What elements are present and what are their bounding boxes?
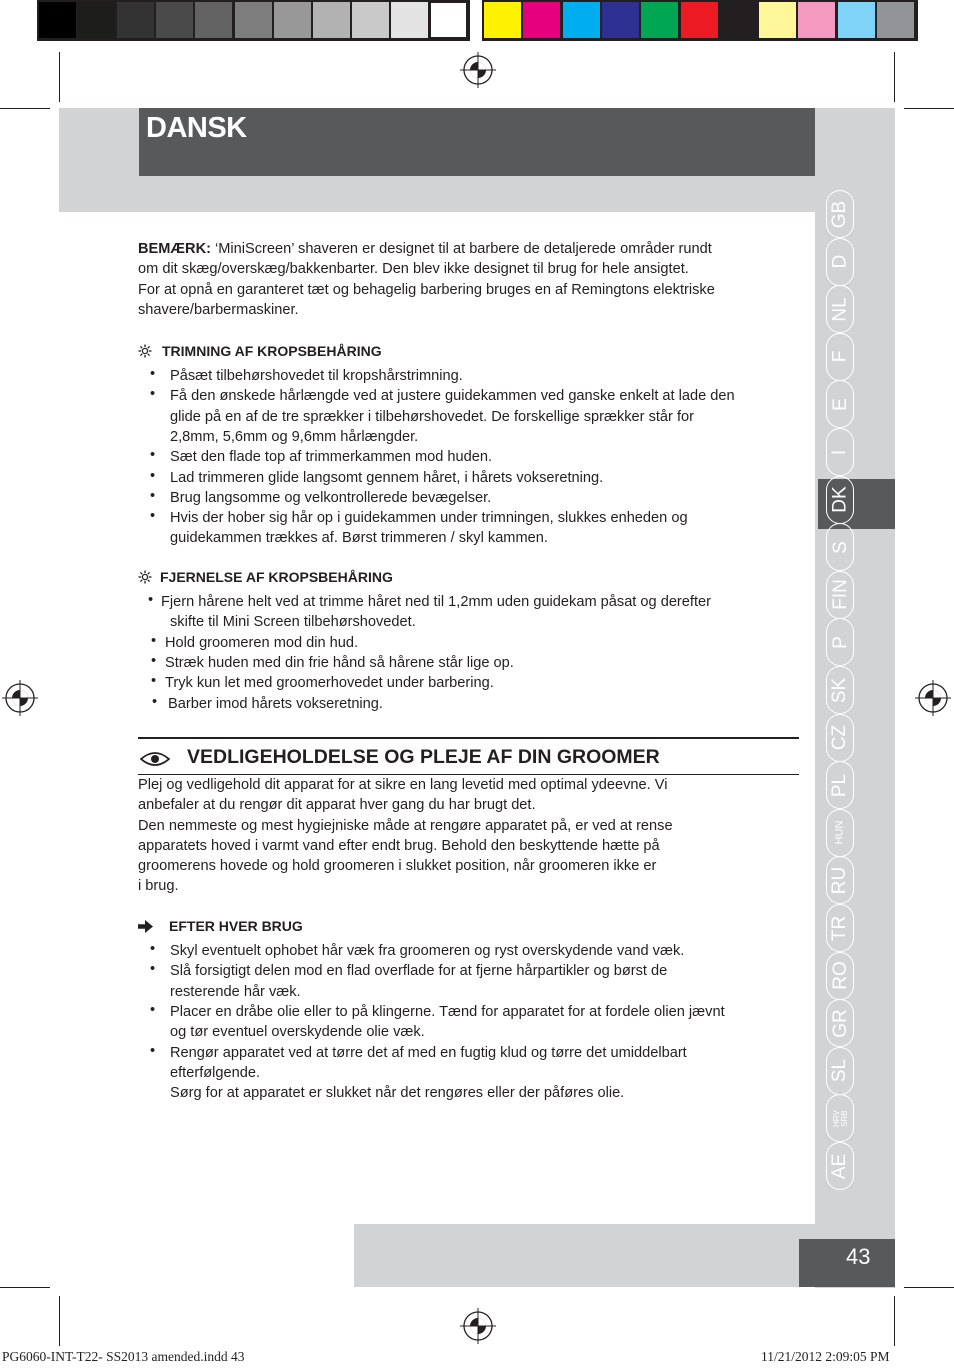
crop-mark [59, 52, 60, 102]
list-item-line: 2,8mm, 5,6mm og 9,6mm hårlængder. [170, 428, 419, 445]
list-item-line: Sørg for at apparatet er slukket når det rengøres eller der påføres olie. [170, 1085, 625, 1102]
bullet-icon: • [150, 961, 156, 978]
language-tab-label: HUN [833, 820, 846, 845]
language-tab-cz[interactable] [826, 714, 854, 762]
language-tab-label: PL [829, 773, 851, 797]
bullet-icon: • [150, 467, 156, 484]
arrow-right-icon [138, 920, 153, 933]
sun-icon [138, 570, 152, 584]
list-item-line: Tryk kun let med groomerhovedet under barbering. [165, 675, 494, 692]
registration-target-icon [460, 1308, 496, 1344]
language-tab-label: S [829, 540, 851, 554]
list-item-line: Stræk huden med din frie hånd så hårene står lige op. [165, 654, 514, 671]
list-item-line: efterfølgende. [170, 1064, 261, 1081]
note-label: BEMÆRK: [138, 241, 211, 257]
bullet-icon: • [151, 673, 157, 690]
language-tab-label: TR [829, 915, 851, 941]
list-item-line: Barber imod hårets vokseretning. [168, 695, 383, 712]
crop-mark [904, 1287, 954, 1288]
list-item-line: Fjern hårene helt ved at trimme håret ned til 1,2mm uden guidekam påsat og derefter [161, 594, 711, 610]
language-tab-label: E [829, 398, 851, 411]
language-tab-label: CZ [829, 724, 851, 751]
crop-mark [0, 108, 50, 109]
color-swatch [681, 2, 718, 38]
language-tab-f[interactable] [826, 333, 854, 381]
note-line: om dit skæg/overskæg/bakkenbarter. Den blev ikke designet til brug for hele ansigtet. [138, 261, 689, 278]
footer-file-info: PG6060-INT-T22- SS2013 amended.indd 43 [2, 1349, 245, 1364]
list-item-line: resterende hår væk. [170, 983, 301, 1000]
color-swatch [117, 2, 154, 38]
language-tab-label: RU [829, 866, 851, 895]
language-tab-ro[interactable] [826, 952, 854, 1000]
list-item-line: skifte til Mini Screen tilbehørshovedet. [170, 614, 416, 631]
maintenance-heading: VEDLIGEHOLDELSE OG PLEJE AF DIN GROOMER [187, 746, 660, 768]
language-tab-label: GR [829, 1008, 851, 1038]
bullet-icon: • [152, 693, 158, 710]
language-tab-label: F [829, 350, 851, 363]
trim-heading: TRIMNING AF KROPSBEHÅRING [162, 343, 382, 359]
bullet-icon: • [150, 941, 156, 957]
language-tab-sk[interactable] [826, 666, 854, 714]
language-tab-label: D [829, 254, 851, 269]
registration-target-icon [460, 52, 496, 88]
bullet-icon: • [150, 1001, 156, 1018]
language-tab-label: HRV SRB [831, 1110, 848, 1127]
color-swatch [759, 2, 796, 38]
list-item-line: Skyl eventuelt ophobet hår væk fra groomeren og ryst overskydende vand væk. [170, 943, 685, 959]
maintenance-line: Plej og vedligehold dit apparat for at sikre en lang levetid med optimal ydeevne. Vi [138, 777, 668, 793]
language-tab-hrv-srb[interactable] [826, 1094, 854, 1142]
language-tab-e[interactable] [826, 380, 854, 428]
page-number: 43 [846, 1244, 871, 1269]
list-item-line: Placer en dråbe olie eller to på klingerne. Tænd for apparatet for at fordele olien jævnt [170, 1003, 725, 1020]
crop-mark [904, 108, 954, 109]
language-tab-ru[interactable] [826, 856, 854, 904]
bullet-icon: • [148, 592, 154, 608]
color-swatch [156, 2, 193, 38]
color-swatch [313, 2, 350, 38]
language-tab-hun[interactable] [826, 809, 854, 857]
list-item-line: guidekammen trækkes af. Børst trimmeren / skyl kammen. [170, 530, 548, 547]
list-item-line: Sæt den flade top af trimmerkammen mod huden. [170, 449, 493, 466]
language-tab-fin[interactable] [826, 571, 854, 619]
maintenance-line: i brug. [138, 878, 179, 895]
note-line: shavere/barbermaskiner. [138, 301, 299, 318]
crop-mark [894, 1296, 895, 1346]
color-swatch [484, 2, 521, 38]
crop-mark [59, 1296, 60, 1346]
language-tab-label: AE [829, 1153, 851, 1179]
page-title: DANSK [146, 112, 247, 144]
language-tab-d[interactable] [826, 238, 854, 286]
eye-icon [140, 751, 170, 767]
bullet-icon: • [150, 1042, 156, 1059]
language-tab-pl[interactable] [826, 761, 854, 809]
bullet-icon: • [150, 386, 156, 403]
note-paragraph [138, 239, 798, 320]
bullet-icon: • [150, 508, 156, 525]
language-tab-label: NL [829, 297, 851, 322]
language-tab-ae[interactable] [826, 1142, 854, 1190]
crop-mark [0, 1287, 50, 1288]
list-item-line: og tør eventuel overskydende olie væk. [170, 1024, 425, 1041]
list-item-line: Slå forsigtigt delen mod en flad overflade for at fjerne hårpartikler og børst de [170, 963, 668, 980]
note-line: For at opnå en garanteret tæt og behagelig barbering bruges en af Remingtons elektriske [138, 281, 715, 298]
language-tab-dk[interactable] [826, 476, 854, 524]
bullet-icon: • [150, 487, 156, 504]
list-item-line: Hold groomeren mod din hud. [165, 634, 359, 651]
color-swatch [720, 2, 757, 38]
color-swatch [798, 2, 835, 38]
registration-target-icon [915, 680, 951, 716]
language-tab-nl[interactable] [826, 285, 854, 333]
crop-mark [894, 52, 895, 102]
maintenance-line: groomerens hovede og hold groomeren i slukket position, når groomeren ikke er [138, 858, 657, 875]
color-swatch [235, 2, 272, 38]
language-tab-gr[interactable] [826, 999, 854, 1047]
language-tab-label: P [829, 636, 851, 649]
language-tab-s[interactable] [826, 523, 854, 571]
maintenance-paragraph [138, 775, 798, 897]
bullet-icon: • [150, 366, 156, 382]
language-tab-label: RO [829, 961, 851, 990]
color-swatch [563, 2, 600, 38]
color-swatch [78, 2, 115, 38]
color-swatch [523, 2, 560, 38]
language-tab-label: GB [829, 200, 851, 228]
color-calibration-bar [37, 0, 918, 42]
sun-icon [138, 344, 152, 358]
color-swatch [430, 2, 467, 38]
bullet-icon: • [150, 447, 156, 464]
maintenance-line: anbefaler at du rengør dit apparat hver gang du har brugt det. [138, 797, 536, 814]
list-item-line: Hvis der hober sig hår op i guidekammen under trimningen, slukkes enheden og [170, 510, 688, 527]
language-tab-label: SK [829, 677, 851, 703]
language-tab-p[interactable] [826, 618, 854, 666]
bullet-icon: • [151, 632, 157, 649]
section-rule-top [138, 737, 799, 739]
bullet-icon: • [151, 652, 157, 669]
remove-heading: FJERNELSE AF KROPSBEHÅRING [160, 569, 393, 585]
list-item-line: Få den ønskede hårlængde ved at justere guidekammen ved ganske enkelt at lade den [170, 388, 735, 405]
maintenance-line: Den nemmeste og mest hygiejniske måde at rengøre apparatet på, er ved at rense [138, 817, 673, 834]
maintenance-line: apparatets hoved i varmt vand efter endt brug. Behold den beskyttende hætte på [138, 837, 660, 854]
note-line: ‘MiniScreen’ shaveren er designet til at barbere de detaljerede områder rundt [210, 241, 712, 257]
color-swatch [641, 2, 678, 38]
list-item-line: Brug langsomme og velkontrollerede bevægelser. [170, 489, 492, 506]
language-tab-label: I [829, 449, 851, 455]
color-swatch [602, 2, 639, 38]
language-tab-gb[interactable] [826, 190, 854, 238]
color-swatch [195, 2, 232, 38]
color-swatch [877, 2, 914, 38]
language-tab-sl[interactable] [826, 1047, 854, 1095]
language-tab-i[interactable] [826, 428, 854, 476]
list-item-line: Rengør apparatet ved at tørre det af med en fugtig klud og tørre det umiddelbart [170, 1044, 687, 1061]
language-tab-label: FIN [829, 579, 851, 611]
language-tab-tr[interactable] [826, 904, 854, 952]
list-item-line: Lad trimmeren glide langsomt gennem håret, i hårets vokseretning. [170, 469, 604, 486]
color-swatch [39, 2, 76, 38]
language-tab-label: DK [829, 486, 851, 513]
footer-timestamp: 11/21/2012 2:09:05 PM [761, 1349, 890, 1364]
after-use-heading: EFTER HVER BRUG [169, 918, 303, 934]
color-swatch [274, 2, 311, 38]
color-swatch [838, 2, 875, 38]
registration-target-icon [2, 680, 38, 716]
list-item-line: glide på en af de tre sprækker i tilbehørshovedet. De forskellige sprækker står for [170, 408, 694, 425]
list-item-line: Påsæt tilbehørshovedet til kropshårstrimning. [170, 368, 463, 384]
color-swatch [391, 2, 428, 38]
color-swatch [352, 2, 389, 38]
language-tab-label: SL [829, 1059, 851, 1083]
